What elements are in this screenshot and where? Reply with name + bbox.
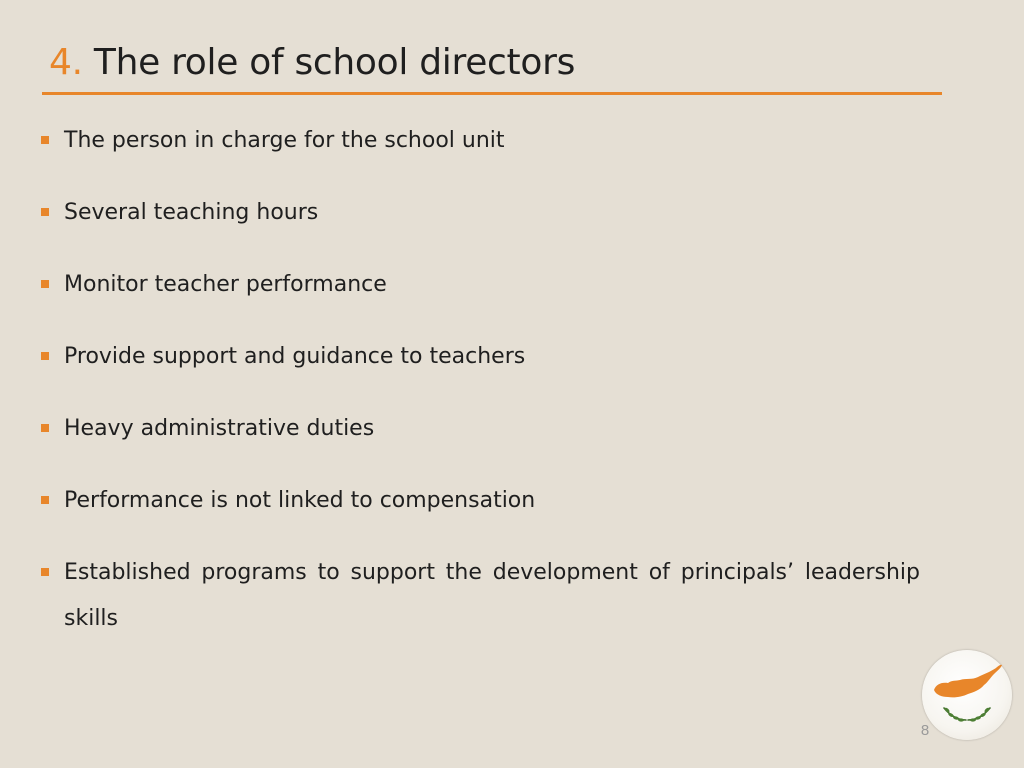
square-bullet-icon	[41, 280, 49, 288]
bullet-item	[40, 406, 920, 452]
bullet-item	[40, 550, 920, 642]
bullet-text: Provide support and guidance to teachers	[64, 344, 526, 369]
square-bullet-icon	[41, 208, 49, 216]
square-bullet-icon	[41, 352, 49, 360]
title-underline	[42, 92, 942, 95]
bullet-item	[40, 190, 920, 236]
slide-title	[49, 39, 575, 87]
bullet-item	[40, 478, 920, 524]
bullet-text: The person in charge for the school unit	[64, 128, 505, 153]
square-bullet-icon	[41, 568, 49, 576]
title-text: The role of school directors	[82, 42, 576, 83]
bullet-text: Established programs to support the development of principals’ leadership skills	[64, 560, 920, 631]
square-bullet-icon	[41, 496, 49, 504]
bullet-item	[40, 262, 920, 308]
bullet-text: Heavy administrative duties	[64, 416, 375, 441]
bullet-text: Several teaching hours	[64, 200, 319, 225]
bullet-list	[40, 118, 920, 668]
square-bullet-icon	[41, 424, 49, 432]
bullet-item	[40, 334, 920, 380]
square-bullet-icon	[41, 136, 49, 144]
bullet-item	[40, 118, 920, 164]
page-number: 8	[920, 722, 930, 739]
bullet-text: Monitor teacher performance	[64, 272, 387, 297]
bullet-text: Performance is not linked to compensation	[64, 488, 536, 513]
title-number: 4.	[49, 42, 83, 83]
